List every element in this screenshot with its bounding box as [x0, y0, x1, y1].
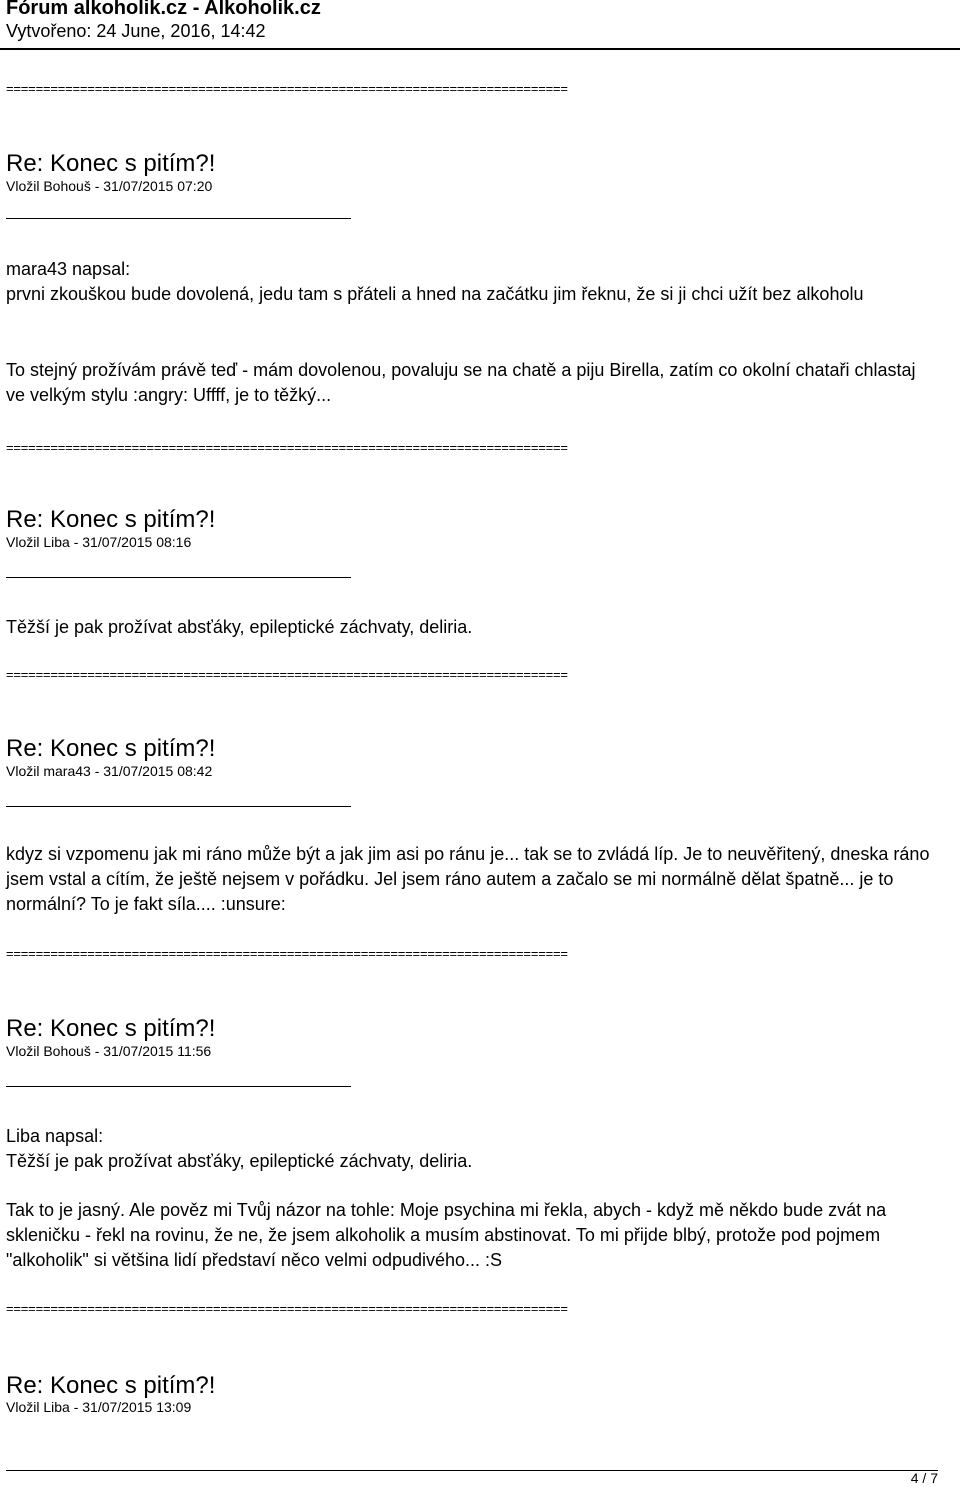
post-meta: Vložil Bohouš - 31/07/2015 07:20	[6, 178, 213, 194]
post-title: Re: Konec s pitím?!	[6, 506, 216, 533]
post-separator: ============================================================================	[6, 947, 568, 960]
post-rule	[6, 1086, 351, 1087]
post-body: Těžší je pak prožívat absťáky, epileptické záchvaty, deliria.	[6, 617, 473, 637]
post-title: Re: Konec s pitím?!	[6, 735, 216, 762]
post-title: Re: Konec s pitím?!	[6, 1372, 216, 1399]
post-body: kdyz si vzpomenu jak mi ráno může být a jak jim asi po ránu je... tak se to zvládá líp. Je to neuvěřitený, dneska ráno jsem vstal a cítím, že ještě nejsem v pořádku. Jel jsem ráno autem a začalo se mi normálně dělat špatně... je to normální? To je fakt síla.... :unsure:	[6, 844, 930, 914]
post-separator: ============================================================================	[6, 82, 568, 95]
created-date: Vytvořeno: 24 June, 2016, 14:42	[6, 21, 266, 41]
forum-title: Fórum alkoholik.cz - Alkoholik.cz	[6, 0, 321, 19]
post-meta: Vložil mara43 - 31/07/2015 08:42	[6, 763, 213, 779]
post-meta: Vložil Liba - 31/07/2015 08:16	[6, 534, 192, 550]
post-rule	[6, 806, 351, 807]
quote-text: prvni zkouškou bude dovolená, jedu tam s přáteli a hned na začátku jim řeknu, že si ji chci užít bez alkoholu	[6, 284, 864, 304]
post-rule	[6, 577, 351, 578]
post-title: Re: Konec s pitím?!	[6, 1015, 216, 1042]
post-separator: ============================================================================	[6, 441, 568, 454]
post-rule	[6, 218, 351, 219]
header-rule	[0, 48, 960, 50]
post-title: Re: Konec s pitím?!	[6, 150, 216, 177]
footer-rule	[6, 1470, 938, 1471]
quote-text: Těžší je pak prožívat absťáky, epileptické záchvaty, deliria.	[6, 1151, 473, 1171]
page-number: 4 / 7	[910, 1470, 938, 1486]
quote-author: Liba napsal:	[6, 1126, 104, 1146]
post-separator: ============================================================================	[6, 668, 568, 681]
post-meta: Vložil Liba - 31/07/2015 13:09	[6, 1399, 192, 1415]
post-separator: ============================================================================	[6, 1302, 568, 1315]
quote-author: mara43 napsal:	[6, 259, 131, 279]
post-body: To stejný prožívám právě teď - mám dovolenou, povaluju se na chatě a piju Birella, zatím co okolní chataři chlastaj ve velkým stylu :angry: Uffff, je to těžký...	[6, 360, 916, 405]
post-body: Tak to je jasný. Ale pověz mi Tvůj názor na tohle: Moje psychina mi řekla, abych - když mě někdo bude zvát na skleničku - řekl na rovinu, že ne, že jsem alkoholik a musím abstinovat. To mi přijde blbý, protože pod pojmem "alkoholik" si většina lidí představí něco velmi odpudivého... :S	[6, 1200, 887, 1270]
post-meta: Vložil Bohouš - 31/07/2015 11:56	[6, 1043, 212, 1059]
